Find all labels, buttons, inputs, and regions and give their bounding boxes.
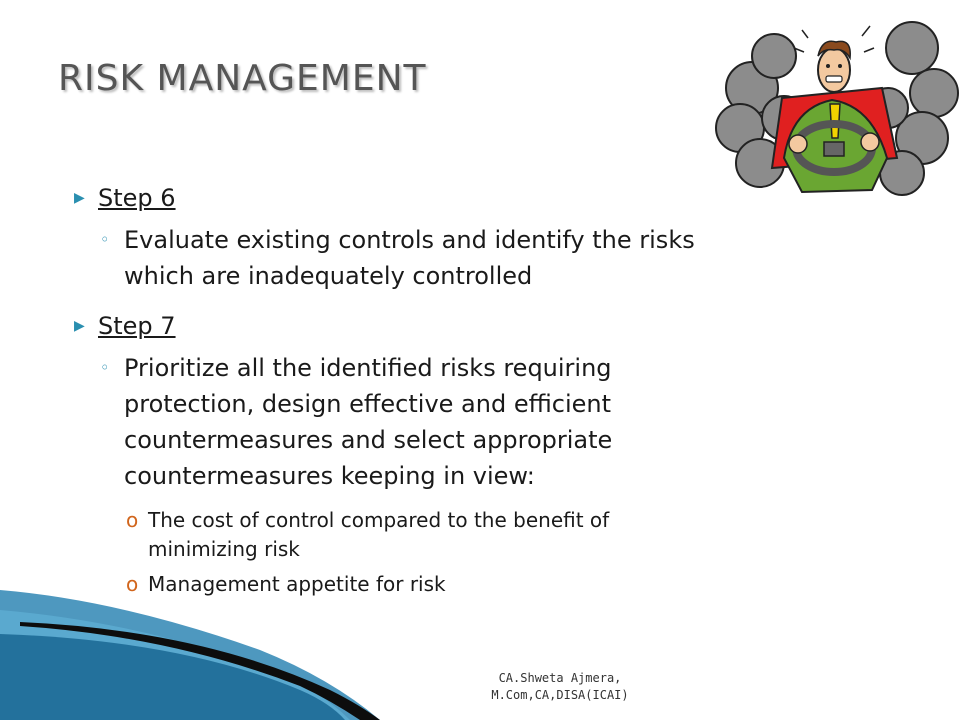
arrow-bullet-icon: ▶ — [74, 318, 85, 334]
subitem-text-line: The cost of control compared to the benefit of — [148, 508, 610, 532]
subitem-text-line: minimizing risk — [148, 537, 300, 561]
item-text-line: protection, design effective and efficient — [124, 390, 612, 418]
arrow-bullet-icon: ▶ — [74, 190, 85, 206]
step-6-heading — [74, 180, 874, 216]
step-heading-label: Step 6 — [98, 184, 176, 212]
step-7-heading — [74, 308, 874, 344]
o-bullet-icon: o — [126, 572, 139, 596]
subitem-text-line: Management appetite for risk — [148, 572, 446, 596]
footer-author — [470, 670, 650, 704]
step-heading-label: Step 7 — [98, 312, 176, 340]
stressed-driver-illustration — [712, 8, 960, 198]
item-text-line: Prioritize all the identified risks requiring — [124, 354, 612, 382]
step-6-item — [74, 222, 874, 294]
item-text-line: Evaluate existing controls and identify the risks — [124, 226, 695, 254]
step-7-item — [74, 350, 874, 494]
o-bullet-icon: o — [126, 508, 139, 532]
item-text-line: countermeasures and select appropriate — [124, 426, 613, 454]
footer-line: CA.Shweta Ajmera, — [498, 671, 622, 685]
step-7-subitem — [74, 506, 874, 564]
circle-bullet-icon: ◦ — [100, 230, 110, 249]
item-text-line: which are inadequately controlled — [124, 262, 533, 290]
footer-line: M.Com,CA,DISA(ICAI) — [491, 688, 629, 702]
circle-bullet-icon: ◦ — [100, 358, 110, 377]
slide-content — [74, 180, 874, 599]
slide-title: RISK MANAGEMENT — [58, 58, 427, 99]
item-text-line: countermeasures keeping in view: — [124, 462, 535, 490]
